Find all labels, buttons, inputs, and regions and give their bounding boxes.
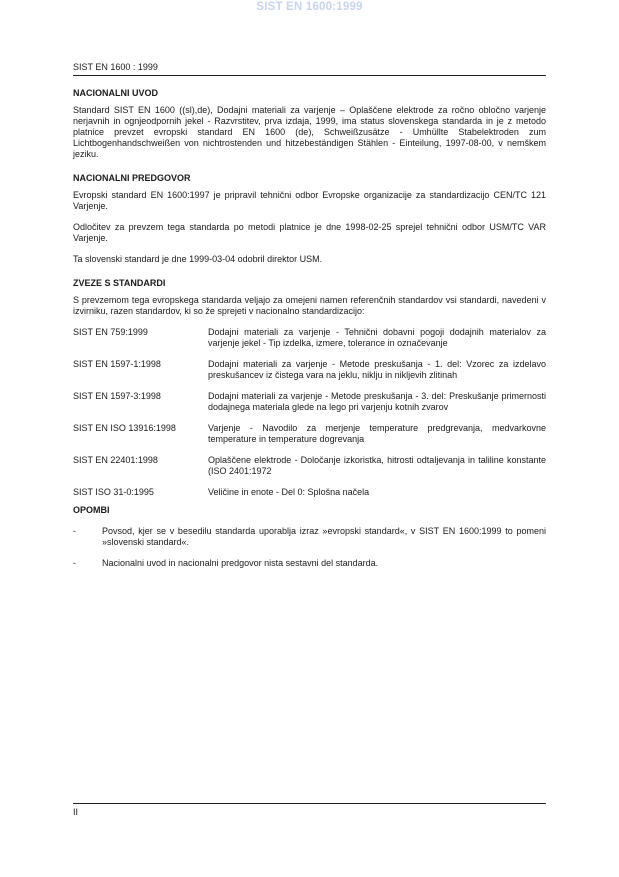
reference-code: SIST EN 22401:1998 xyxy=(73,455,158,465)
note-text: Nacionalni uvod in nacionalni predgovor nista sestavni del standarda. xyxy=(102,558,379,568)
note-item xyxy=(73,526,546,548)
heading-zveze-s-standardi: ZVEZE S STANDARDI xyxy=(73,278,166,288)
zveze-intro: S prevzemom tega evropskega standarda veljajo za omejeni namen referenčnih standardov vsi standardi, navedeni v izvirniku, razen standardov, ki so že sprejeti v nacionalno standardizacijo: xyxy=(73,295,546,316)
reference-description: Oplaščene elektrode - Določanje izkoristka, hitrosti odtaljevanja in taliline konstante (ISO 2401:1972 xyxy=(208,455,546,476)
watermark: SIST EN 1600:1999 xyxy=(256,1,363,13)
reference-row xyxy=(73,327,546,349)
footer-rule xyxy=(73,803,546,804)
reference-description: Dodajni materiali za varjenje - Tehnični dobavni pogoji dodajnih materialov za varjenje jekel - Tip izdelka, izmere, tolerance in označevanje xyxy=(208,327,546,348)
uvod-paragraph: Standard SIST EN 1600 ((sl),de), Dodajni materiali za varjenje – Oplaščene elektrode za ročno obločno varjenje nerjavnih in ognjeodpornih jekel - Razvrstitev, prva izdaja, 1999, ima status slovenskega standarda in je z metodo platnice prevzet evropski standard EN 1600 (de), Schweißzusätze - Umhüllte Stabelektroden zum Lichtbogenhandschweißen von nichtrostenden und hitzebeständigen Stählen - Einteilung, 1997-08-00, v nemškem jeziku. xyxy=(73,105,546,159)
reference-row xyxy=(73,359,546,381)
reference-code: SIST ISO 31-0:1995 xyxy=(73,487,154,497)
note-bullet: - xyxy=(73,526,76,536)
page-number: II xyxy=(73,807,79,817)
reference-row xyxy=(73,455,546,477)
header-rule xyxy=(73,75,546,76)
reference-row xyxy=(73,423,546,445)
predgovor-paragraph-3: Ta slovenski standard je dne 1999-03-04 odobril direktor USM. xyxy=(73,254,323,264)
reference-description: Veličine in enote - Del 0: Splošna načela xyxy=(208,487,370,497)
note-item xyxy=(73,558,546,569)
reference-code: SIST EN 1597-1:1998 xyxy=(73,359,161,369)
heading-nacionalni-uvod: NACIONALNI UVOD xyxy=(73,88,158,98)
reference-description: Dodajni materiali za varjenje - Metode preskušanja - 3. del: Preskušanje primernosti dodajnega materiala glede na lego pri varjenju kotnih zvarov xyxy=(208,391,546,412)
predgovor-paragraph-1: Evropski standard EN 1600:1997 je pripravil tehnični odbor Evropske organizacije za standardizacijo CEN/TC 121 Varjenje. xyxy=(73,190,546,211)
reference-code: SIST EN 1597-3:1998 xyxy=(73,391,161,401)
reference-code: SIST EN 759:1999 xyxy=(73,327,148,337)
note-bullet: - xyxy=(73,558,76,568)
reference-description: Varjenje - Navodilo za merjenje temperature predgrevanja, medvarkovne temperature in temperature dogrevanja xyxy=(208,423,546,444)
document-body xyxy=(73,88,546,579)
heading-nacionalni-predgovor: NACIONALNI PREDGOVOR xyxy=(73,173,191,183)
reference-row xyxy=(73,487,546,498)
reference-description: Dodajni materiali za varjenje - Metode preskušanja - 1. del: Vzorec za izdelavo preskušancev iz čistega vara na jeklu, niklju in nikljevih zlitinah xyxy=(208,359,546,380)
predgovor-paragraph-2: Odločitev za prevzem tega standarda po metodi platnice je dne 1998-02-25 sprejel tehnični odbor USM/TC VAR Varjenje. xyxy=(73,222,546,243)
reference-code: SIST EN ISO 13916:1998 xyxy=(73,423,176,433)
note-text: Povsod, kjer se v besedilu standarda uporablja izraz »evropski standard«, v SIST EN 1600:1999 to pomeni »slovenski standard«. xyxy=(102,526,546,547)
heading-opombi: OPOMBI xyxy=(73,505,110,515)
document-header: SIST EN 1600 : 1999 xyxy=(73,62,158,72)
reference-row xyxy=(73,391,546,413)
